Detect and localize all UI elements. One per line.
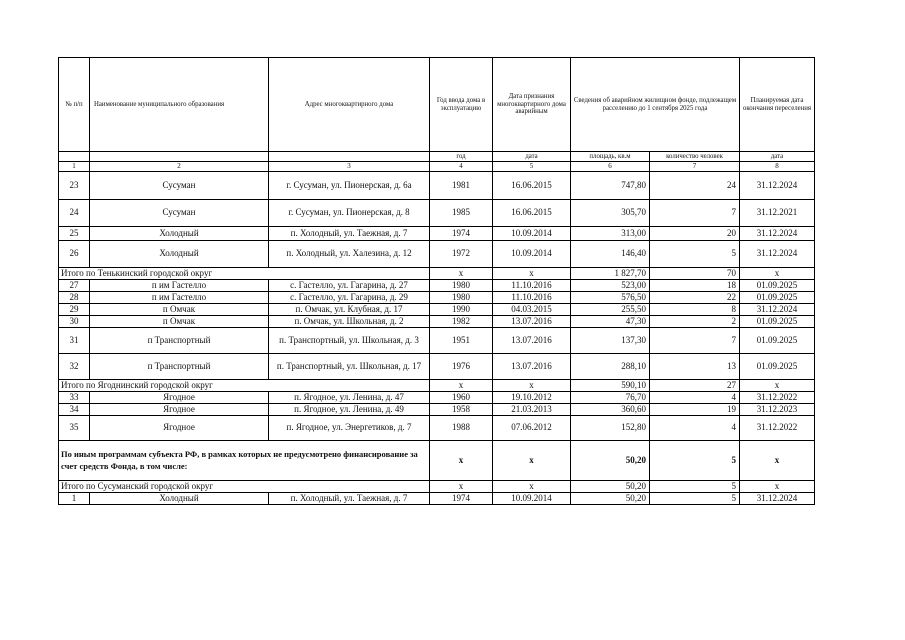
row-year: 1951 [430, 328, 493, 354]
row-municipality: Холодный [90, 227, 269, 241]
column-numbers-row [59, 162, 815, 172]
table-row [59, 493, 815, 505]
header-year: Год ввода дома в эксплуатацию [430, 58, 493, 152]
row-emergency-date: 11.10.2016 [493, 292, 571, 304]
row-emergency-date: 13.07.2016 [493, 328, 571, 354]
row-number: 30 [59, 316, 90, 328]
row-number: 25 [59, 227, 90, 241]
col-num: 7 [650, 162, 740, 172]
subtotal-area: 50,20 [571, 481, 650, 493]
row-year: 1982 [430, 316, 493, 328]
row-end-date: 31.12.2024 [740, 172, 815, 200]
row-people: 5 [650, 493, 740, 505]
row-address: п. Холодный, ул. Халезина, д. 12 [269, 241, 430, 268]
row-people: 7 [650, 328, 740, 354]
subtotal-year: x [430, 380, 493, 392]
row-year: 1981 [430, 172, 493, 200]
program-date: x [493, 441, 571, 481]
col-num: 5 [493, 162, 571, 172]
row-number: 27 [59, 280, 90, 292]
row-end-date: 01.09.2025 [740, 354, 815, 380]
row-area: 255,50 [571, 304, 650, 316]
row-address: п. Ягодное, ул. Ленина, д. 49 [269, 404, 430, 416]
row-municipality: п им Гастелло [90, 280, 269, 292]
row-area: 576,50 [571, 292, 650, 304]
row-emergency-date: 13.07.2016 [493, 354, 571, 380]
unit-year: год [430, 152, 493, 162]
row-municipality: п им Гастелло [90, 292, 269, 304]
row-people: 7 [650, 200, 740, 227]
table-row [59, 304, 815, 316]
header-housing-info: Сведения об аварийном жилищном фонде, подлежащем расселению до 1 сентября 2025 года [571, 58, 740, 152]
row-year: 1990 [430, 304, 493, 316]
row-end-date: 01.09.2025 [740, 316, 815, 328]
table-row [59, 280, 815, 292]
subtotal-people: 70 [650, 268, 740, 280]
header-municipality: Наименование муниципального образования [90, 58, 269, 152]
subtotal-date: x [493, 481, 571, 493]
row-address: г. Сусуман, ул. Пионерская, д. 6а [269, 172, 430, 200]
table-row [59, 392, 815, 404]
row-people: 2 [650, 316, 740, 328]
header-number: № п/п [59, 58, 90, 152]
row-people: 5 [650, 241, 740, 268]
row-area: 747,80 [571, 172, 650, 200]
row-end-date: 31.12.2024 [740, 304, 815, 316]
row-end-date: 31.12.2023 [740, 404, 815, 416]
row-area: 288,10 [571, 354, 650, 380]
row-area: 313,00 [571, 227, 650, 241]
row-area: 360,60 [571, 404, 650, 416]
row-area: 76,70 [571, 392, 650, 404]
subtotal-row [59, 481, 815, 493]
table-row [59, 172, 815, 200]
row-address: п. Транспортный, ул. Школьная, д. 3 [269, 328, 430, 354]
row-number: 31 [59, 328, 90, 354]
program-label: По иным программам субъекта РФ, в рамках которых не предусмотрено финансирование за счет средств Фонда, в том числе: [59, 441, 430, 481]
subtotal-label: Итого по Ягоднинский городской округ [59, 380, 430, 392]
table-row [59, 316, 815, 328]
subtotal-people: 27 [650, 380, 740, 392]
subtotal-label: Итого по Сусуманский городской округ [59, 481, 430, 493]
table-row [59, 292, 815, 304]
row-year: 1980 [430, 292, 493, 304]
table-row [59, 241, 815, 268]
subtotal-people: 5 [650, 481, 740, 493]
row-municipality: Сусуман [90, 172, 269, 200]
row-end-date: 01.09.2025 [740, 280, 815, 292]
row-municipality: п Омчак [90, 316, 269, 328]
row-emergency-date: 13.07.2016 [493, 316, 571, 328]
row-emergency-date: 21.03.2013 [493, 404, 571, 416]
row-people: 13 [650, 354, 740, 380]
subtotal-area: 590,10 [571, 380, 650, 392]
row-emergency-date: 10.09.2014 [493, 227, 571, 241]
col-num: 1 [59, 162, 90, 172]
row-address: п. Ягодное, ул. Энергетиков, д. 7 [269, 416, 430, 441]
row-municipality: п Транспортный [90, 354, 269, 380]
row-emergency-date: 07.06.2012 [493, 416, 571, 441]
row-people: 4 [650, 416, 740, 441]
subtotal-date: x [493, 380, 571, 392]
row-number: 29 [59, 304, 90, 316]
row-people: 8 [650, 304, 740, 316]
program-year: x [430, 441, 493, 481]
row-number: 34 [59, 404, 90, 416]
row-people: 20 [650, 227, 740, 241]
unit-people: количество человек [650, 152, 740, 162]
row-area: 47,30 [571, 316, 650, 328]
subtotal-area: 1 827,70 [571, 268, 650, 280]
program-row [59, 441, 815, 481]
row-emergency-date: 11.10.2016 [493, 280, 571, 292]
row-emergency-date: 19.10.2012 [493, 392, 571, 404]
unit-date: дата [493, 152, 571, 162]
resettlement-table [58, 57, 815, 505]
header-planned-date: Планируемая дата окончания переселения [740, 58, 815, 152]
document-page [58, 57, 815, 505]
table-row [59, 404, 815, 416]
row-emergency-date: 10.09.2014 [493, 241, 571, 268]
row-municipality: п Транспортный [90, 328, 269, 354]
unit-end-date: дата [740, 152, 815, 162]
subtotal-label: Итого по Тенькинский городской округ [59, 268, 430, 280]
row-municipality: Холодный [90, 241, 269, 268]
row-area: 305,70 [571, 200, 650, 227]
subtotal-row [59, 380, 815, 392]
row-end-date: 31.12.2022 [740, 416, 815, 441]
program-end-date: x [740, 441, 815, 481]
table-row [59, 227, 815, 241]
header-address: Адрес многоквартирного дома [269, 58, 430, 152]
col-num: 4 [430, 162, 493, 172]
row-number: 28 [59, 292, 90, 304]
row-emergency-date: 16.06.2015 [493, 200, 571, 227]
row-address: п. Холодный, ул. Таежная, д. 7 [269, 493, 430, 505]
row-municipality: Ягодное [90, 404, 269, 416]
row-address: п. Омчак, ул. Школьная, д. 2 [269, 316, 430, 328]
row-end-date: 31.12.2022 [740, 392, 815, 404]
row-people: 18 [650, 280, 740, 292]
row-area: 152,80 [571, 416, 650, 441]
row-people: 19 [650, 404, 740, 416]
table-row [59, 328, 815, 354]
row-address: с. Гастелло, ул. Гагарина, д. 27 [269, 280, 430, 292]
row-address: с. Гастелло, ул. Гагарина, д. 29 [269, 292, 430, 304]
row-address: п. Ягодное, ул. Ленина, д. 47 [269, 392, 430, 404]
row-year: 1988 [430, 416, 493, 441]
row-year: 1976 [430, 354, 493, 380]
subtotal-year: x [430, 268, 493, 280]
row-number: 24 [59, 200, 90, 227]
row-municipality: Ягодное [90, 392, 269, 404]
row-year: 1974 [430, 227, 493, 241]
program-area: 50,20 [571, 441, 650, 481]
row-end-date: 31.12.2024 [740, 227, 815, 241]
row-number: 23 [59, 172, 90, 200]
unit-area: площадь, кв.м [571, 152, 650, 162]
row-area: 523,00 [571, 280, 650, 292]
row-number: 33 [59, 392, 90, 404]
row-end-date: 01.09.2025 [740, 328, 815, 354]
row-end-date: 31.12.2024 [740, 493, 815, 505]
subtotal-end-date: x [740, 268, 815, 280]
row-number: 32 [59, 354, 90, 380]
row-number: 35 [59, 416, 90, 441]
row-municipality: п Омчак [90, 304, 269, 316]
row-number: 1 [59, 493, 90, 505]
subtotal-end-date: x [740, 481, 815, 493]
row-year: 1980 [430, 280, 493, 292]
row-emergency-date: 10.09.2014 [493, 493, 571, 505]
row-year: 1974 [430, 493, 493, 505]
row-people: 22 [650, 292, 740, 304]
row-year: 1985 [430, 200, 493, 227]
table-row [59, 200, 815, 227]
row-area: 137,30 [571, 328, 650, 354]
row-end-date: 01.09.2025 [740, 292, 815, 304]
row-year: 1972 [430, 241, 493, 268]
row-area: 146,40 [571, 241, 650, 268]
subtotal-date: x [493, 268, 571, 280]
subtotal-row [59, 268, 815, 280]
subtotal-end-date: x [740, 380, 815, 392]
row-address: г. Сусуман, ул. Пионерская, д. 8 [269, 200, 430, 227]
row-area: 50,20 [571, 493, 650, 505]
col-num: 6 [571, 162, 650, 172]
program-people: 5 [650, 441, 740, 481]
row-year: 1960 [430, 392, 493, 404]
row-emergency-date: 16.06.2015 [493, 172, 571, 200]
row-municipality: Сусуман [90, 200, 269, 227]
row-municipality: Ягодное [90, 416, 269, 441]
row-municipality: Холодный [90, 493, 269, 505]
subtotal-year: x [430, 481, 493, 493]
header-emergency-date: Дата признания многоквартирного дома аварийным [493, 58, 571, 152]
col-num: 2 [90, 162, 269, 172]
row-address: п. Холодный, ул. Таежная, д. 7 [269, 227, 430, 241]
row-address: п. Транспортный, ул. Школьная, д. 17 [269, 354, 430, 380]
row-number: 26 [59, 241, 90, 268]
row-people: 24 [650, 172, 740, 200]
row-address: п. Омчак, ул. Клубная, д. 17 [269, 304, 430, 316]
row-year: 1958 [430, 404, 493, 416]
table-row [59, 416, 815, 441]
row-emergency-date: 04.03.2015 [493, 304, 571, 316]
col-num: 3 [269, 162, 430, 172]
row-end-date: 31.12.2024 [740, 241, 815, 268]
row-people: 4 [650, 392, 740, 404]
col-num: 8 [740, 162, 815, 172]
table-row [59, 354, 815, 380]
row-end-date: 31.12.2021 [740, 200, 815, 227]
